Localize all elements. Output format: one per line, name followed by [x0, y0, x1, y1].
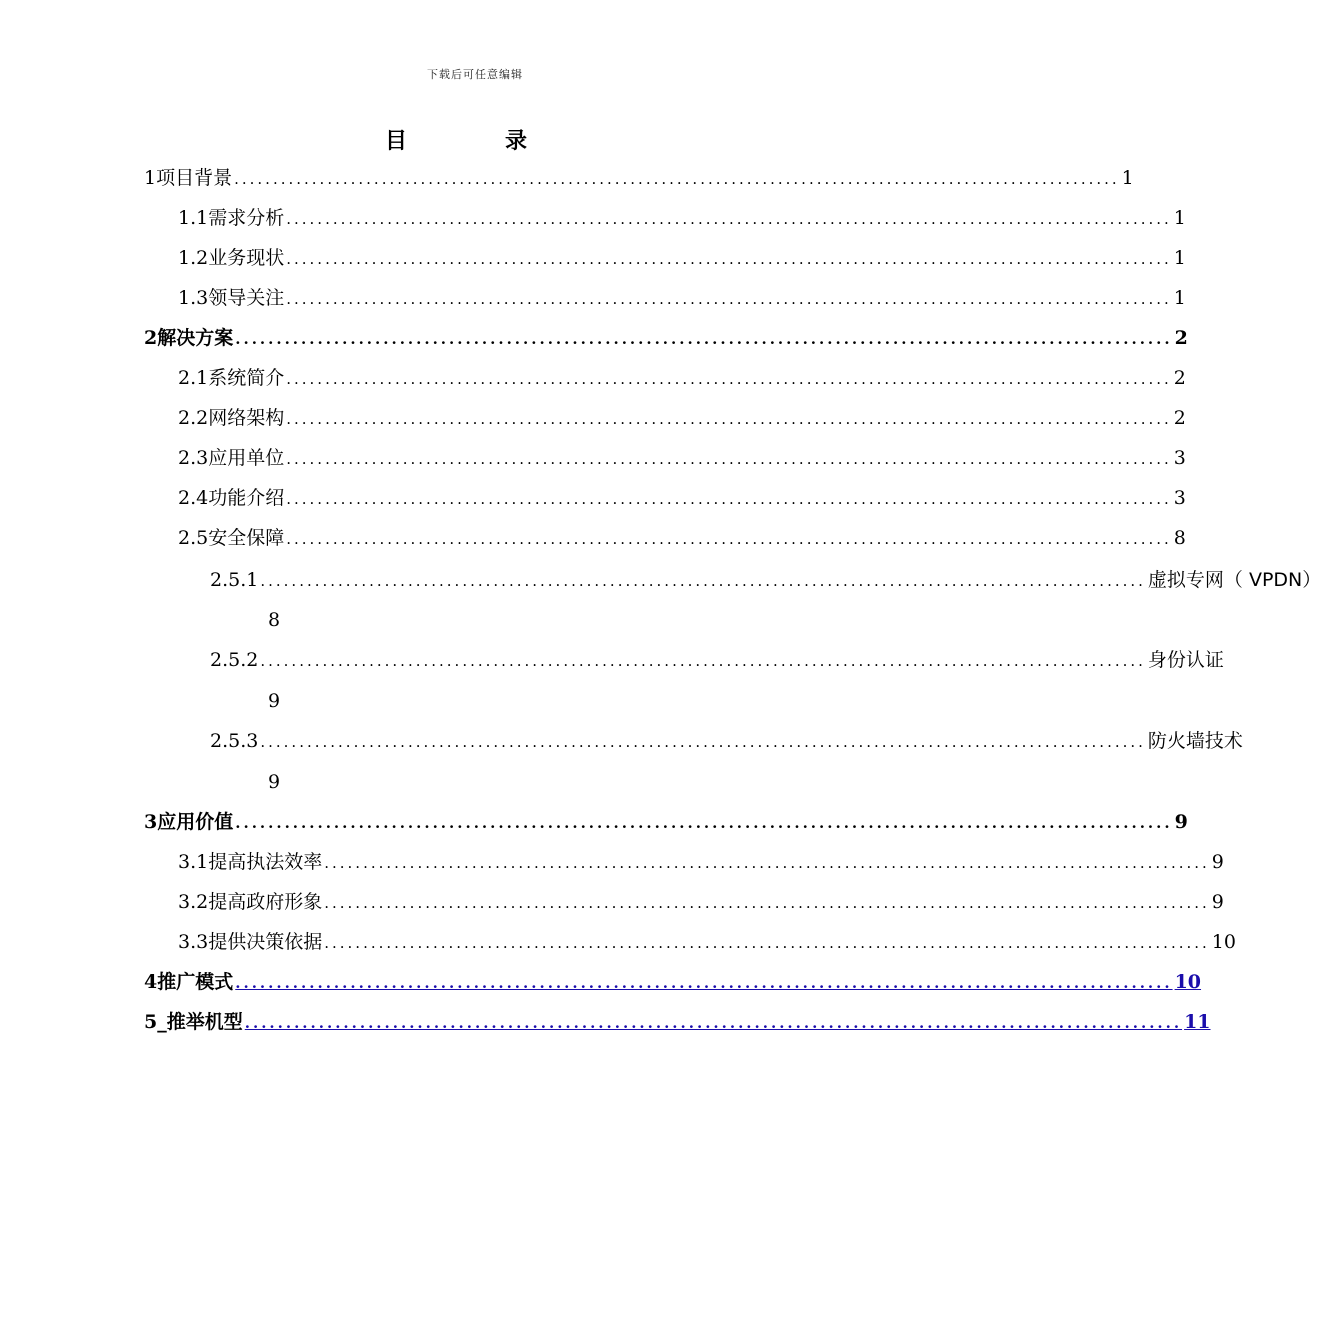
toc-entry-2-1[interactable]	[178, 364, 1186, 392]
toc-entry-page: 8	[268, 609, 281, 631]
toc-entry-5[interactable]	[144, 1008, 1211, 1036]
toc-entry-title: 解决方案	[157, 327, 234, 349]
toc-leader-dots: ..................................................................................................................	[324, 854, 1210, 872]
toc-entry-1-2[interactable]	[178, 244, 1186, 272]
toc-entry-page: 9	[1211, 891, 1224, 913]
toc-entry-2[interactable]	[144, 324, 1188, 352]
toc-entry-number: 2.5	[178, 527, 209, 549]
toc-entry-page: 1	[1121, 167, 1134, 189]
toc-entry-title: 身份认证	[1147, 649, 1224, 671]
toc-entry-number: 2.3	[178, 447, 209, 469]
toc-leader-dots: ..................................................................................................................	[286, 490, 1172, 508]
toc-entry-page: 9	[1174, 811, 1188, 833]
toc-entry-page: 9	[268, 690, 281, 712]
toc-entry-title: 功能介绍	[208, 487, 285, 509]
toc-entry-number: 5_	[144, 1011, 167, 1033]
toc-entry-page: 9	[268, 771, 281, 793]
toc-entry-title: 推广模式	[157, 971, 234, 993]
toc-leader-dots: ..................................................................................................................	[235, 814, 1173, 832]
toc-entry-page: 2	[1174, 327, 1188, 349]
toc-entry-title: 领导关注	[208, 287, 285, 309]
toc-entry-page: 2	[1173, 367, 1186, 389]
toc-entry-page: 1	[1173, 207, 1186, 229]
toc-entry-number: 3.1	[178, 851, 209, 873]
toc-entry-number: 2.4	[178, 487, 209, 509]
toc-leader-dots: ..................................................................................................................	[324, 894, 1210, 912]
toc-leader-dots: ..................................................................................................................	[286, 450, 1172, 468]
toc-entry-number: 3	[144, 811, 158, 833]
toc-leader-dots: ..................................................................................................................	[286, 410, 1172, 428]
toc-entry-title: 安全保障	[208, 527, 285, 549]
toc-entry-title: 系统简介	[208, 367, 285, 389]
toc-entry-title: 项目背景	[156, 167, 233, 189]
toc-entry-2-5-3[interactable]	[210, 727, 1243, 755]
toc-entry-title: 推举机型	[166, 1011, 243, 1033]
toc-leader-dots: ..................................................................................................................	[260, 652, 1146, 670]
toc-entry-3-2[interactable]	[178, 888, 1224, 916]
toc-title: 目 录	[384, 129, 565, 154]
toc-entry-number: 1.2	[178, 247, 209, 269]
toc-entry-3-1[interactable]	[178, 848, 1224, 876]
toc-leader-dots[interactable]: ..................................................................................................................	[235, 974, 1173, 992]
toc-entry-number: 2	[144, 327, 158, 349]
toc-entry-2-4[interactable]	[178, 484, 1186, 512]
toc-entry-page: 3	[1173, 447, 1186, 469]
toc-entry-2-3[interactable]	[178, 444, 1186, 472]
toc-entry-page: 1	[1173, 247, 1186, 269]
toc-entry-title: 网络架构	[208, 407, 285, 429]
toc-entry-page-link[interactable]: 11	[1184, 1011, 1211, 1033]
toc-entry-number: 4	[144, 971, 158, 993]
toc-entry-2-5-1[interactable]	[210, 566, 1321, 594]
toc-entry-number: 3.3	[178, 931, 209, 953]
toc-entry-number: 2.5.3	[210, 730, 259, 752]
toc-entry-number: 2.5.1	[210, 569, 259, 591]
toc-leader-dots: ..................................................................................................................	[286, 370, 1172, 388]
toc-entry-title: 需求分析	[208, 207, 285, 229]
toc-entry-title: 防火墙技术	[1147, 730, 1243, 752]
toc-leader-dots: ..................................................................................................................	[234, 170, 1120, 188]
toc-entry-title: 业务现状	[208, 247, 285, 269]
toc-entry-4[interactable]	[144, 968, 1202, 996]
page-header: 下载后可任意编辑	[427, 68, 523, 81]
toc-entry-number: 2.2	[178, 407, 209, 429]
toc-entry-1[interactable]	[144, 164, 1134, 192]
toc-entry-title: 提高执法效率	[208, 851, 323, 873]
toc-entry-number: 1.3	[178, 287, 209, 309]
toc-leader-dots: ..................................................................................................................	[286, 210, 1172, 228]
toc-entry-page: 10	[1211, 931, 1236, 953]
toc-entry-title: 提供决策依据	[208, 931, 323, 953]
toc-leader-dots: ..................................................................................................................	[260, 733, 1146, 751]
toc-leader-dots: ..................................................................................................................	[260, 572, 1146, 590]
toc-entry-2-5[interactable]	[178, 524, 1186, 552]
toc-entry-page: 2	[1173, 407, 1186, 429]
toc-leader-dots: ..................................................................................................................	[286, 530, 1172, 548]
toc-entry-3[interactable]	[144, 808, 1188, 836]
toc-leader-dots: ..................................................................................................................	[324, 934, 1210, 952]
toc-entry-3-3[interactable]	[178, 928, 1236, 956]
toc-entry-2-5-2[interactable]	[210, 646, 1224, 674]
toc-entry-number: 3.2	[178, 891, 209, 913]
toc-entry-1-3[interactable]	[178, 284, 1186, 312]
toc-leader-dots: ..................................................................................................................	[286, 290, 1172, 308]
toc-entry-number: 1	[144, 167, 157, 189]
toc-entry-page: 1	[1173, 287, 1186, 309]
toc-leader-dots[interactable]: ..................................................................................................................	[244, 1014, 1183, 1032]
toc-entry-page: 9	[1211, 851, 1224, 873]
toc-entry-title: 应用价值	[157, 811, 234, 833]
toc-entry-1-1[interactable]	[178, 204, 1186, 232]
toc-entry-page-link[interactable]: 10	[1174, 971, 1202, 993]
toc-entry-number: 2.5.2	[210, 649, 259, 671]
toc-entry-page: 3	[1173, 487, 1186, 509]
toc-entry-title: 应用单位	[208, 447, 285, 469]
toc-entry-2-2[interactable]	[178, 404, 1186, 432]
toc-leader-dots: ..................................................................................................................	[286, 250, 1172, 268]
toc-entry-page: 8	[1173, 527, 1186, 549]
toc-entry-title: 虚拟专网（ VPDN）	[1147, 569, 1321, 591]
toc-entry-number: 2.1	[178, 367, 209, 389]
toc-leader-dots: ..................................................................................................................	[235, 330, 1173, 348]
toc-entry-title: 提高政府形象	[208, 891, 323, 913]
toc-entry-number: 1.1	[178, 207, 209, 229]
